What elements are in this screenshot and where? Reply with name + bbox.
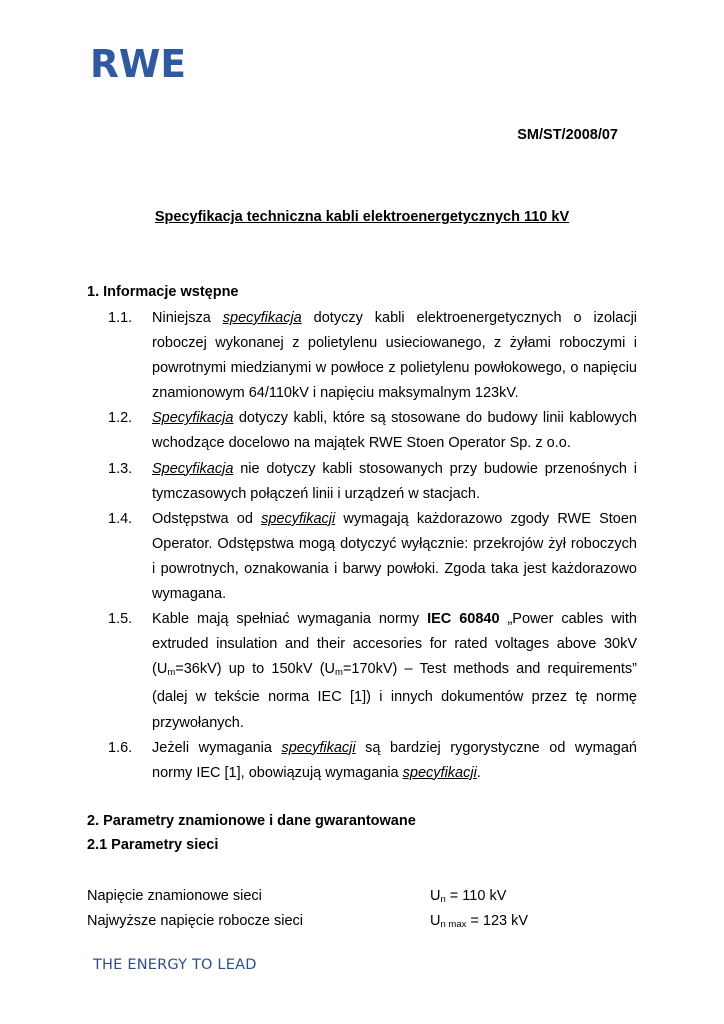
rwe-logo-graphic <box>90 44 186 82</box>
list-item-number: 1.1. <box>108 310 133 326</box>
parameter-symbol: U <box>430 913 441 929</box>
parameter-label: Napięcie znamionowe sieci <box>87 888 262 904</box>
text-run: =36kV) up to 150kV (U <box>175 661 336 678</box>
list-item-text <box>152 736 637 786</box>
section-2-1-heading: 2.1 Parametry sieci <box>87 837 219 853</box>
parameter-number: = 123 kV <box>466 913 529 929</box>
text-run: wymagają każdorazowo zgody RWE Stoen Operator. Odstępstwa mogą dotyczyć wyłącznie: przekrojów żył roboczych i powrotnych, oznakowania i barwy powłoki. Zgoda taka jest każdorazowo wymagana. <box>152 510 637 603</box>
text-run: . <box>476 764 481 781</box>
network-parameters <box>87 884 647 934</box>
list-item-text <box>152 507 637 607</box>
text-run: =170kV) – Test methods and requirements” (dalej w tekście norma IEC [1]) i innych dokumentów przez tę normę przywołanych. <box>152 661 637 731</box>
list-item-text <box>152 607 637 735</box>
parameter-symbol-subscript: n <box>440 894 446 905</box>
list-item <box>105 457 637 507</box>
text-run: dotyczy kabli, które są stosowane do budowy linii kablowych wchodzące docelowo na majątek RWE Stoen Operator Sp. z o.o. <box>152 410 637 452</box>
list-item-text <box>152 306 637 406</box>
list-item-number: 1.6. <box>108 739 133 756</box>
list-item-number: 1.2. <box>108 410 133 427</box>
list-item <box>105 406 637 456</box>
list-item <box>105 736 637 786</box>
norm-reference: IEC 60840 <box>427 611 500 628</box>
parameter-symbol-subscript: n max <box>440 919 467 930</box>
parameter-row <box>87 909 647 934</box>
parameter-value <box>430 884 506 909</box>
list-item <box>105 306 637 406</box>
text-run: Niniejsza <box>152 310 223 326</box>
specyfikacja-term: specyfikacja <box>222 310 302 326</box>
subscript: m <box>167 667 176 679</box>
document-number: SM/ST/2008/07 <box>517 127 618 143</box>
list-item-text <box>152 406 637 456</box>
parameter-label: Najwyższe napięcie robocze sieci <box>87 913 303 929</box>
specyfikacja-term: Specyfikacja <box>152 410 234 427</box>
text-run: nie dotyczy kabli stosowanych przy budowie przenośnych i tymczasowych połączeń linii i urządzeń w stacjach. <box>152 460 637 502</box>
section-1-heading: 1. Informacje wstępne <box>87 284 239 300</box>
text-run: Kable mają spełniać wymagania normy <box>152 611 428 628</box>
subscript: m <box>335 667 343 679</box>
parameter-number: = 110 kV <box>445 888 507 904</box>
list-item <box>105 607 637 735</box>
specyfikacja-term: specyfikacji <box>281 739 356 756</box>
list-item <box>105 507 637 607</box>
footer-slogan: THE ENERGY TO LEAD <box>93 957 257 973</box>
parameter-symbol: U <box>430 888 441 904</box>
text-run: „Power cables with extruded insulation and their accesories for rated voltages above 30kV (U <box>152 611 637 678</box>
specyfikacja-term: Specyfikacja <box>152 460 234 477</box>
text-run: są bardziej rygorystyczne od wymagań normy IEC [1], obowiązują wymagania <box>152 739 637 781</box>
list-item-number: 1.5. <box>108 611 133 628</box>
section-2-heading: 2. Parametry znamionowe i dane gwarantowane <box>87 813 416 829</box>
rwe-logo <box>90 44 186 82</box>
text-run: Jeżeli wymagania <box>152 739 282 756</box>
list-item-text <box>152 457 637 507</box>
list-item-number: 1.4. <box>108 510 133 527</box>
text-run: dotyczy kabli elektroenergetycznych o izolacji roboczej wykonanej z polietylenu usieciowanego, z żyłami roboczymi i powrotnymi miedzianymi w powłoce z polietylenu powłokowego, o napięciu znamionowym 64/110kV i napięciu maksymalnym 123kV. <box>152 310 638 402</box>
specyfikacja-term: specyfikacji <box>402 764 477 781</box>
section-1-list <box>0 306 724 786</box>
parameter-value <box>430 909 528 934</box>
text-run: Odstępstwa od <box>152 510 262 527</box>
list-item-number: 1.3. <box>108 460 133 477</box>
parameter-row <box>87 884 647 909</box>
specyfikacja-term: specyfikacji <box>261 510 336 527</box>
svg-text:RWE: RWE <box>90 44 186 82</box>
document-title: Specyfikacja techniczna kabli elektroenergetycznych 110 kV <box>154 209 570 225</box>
